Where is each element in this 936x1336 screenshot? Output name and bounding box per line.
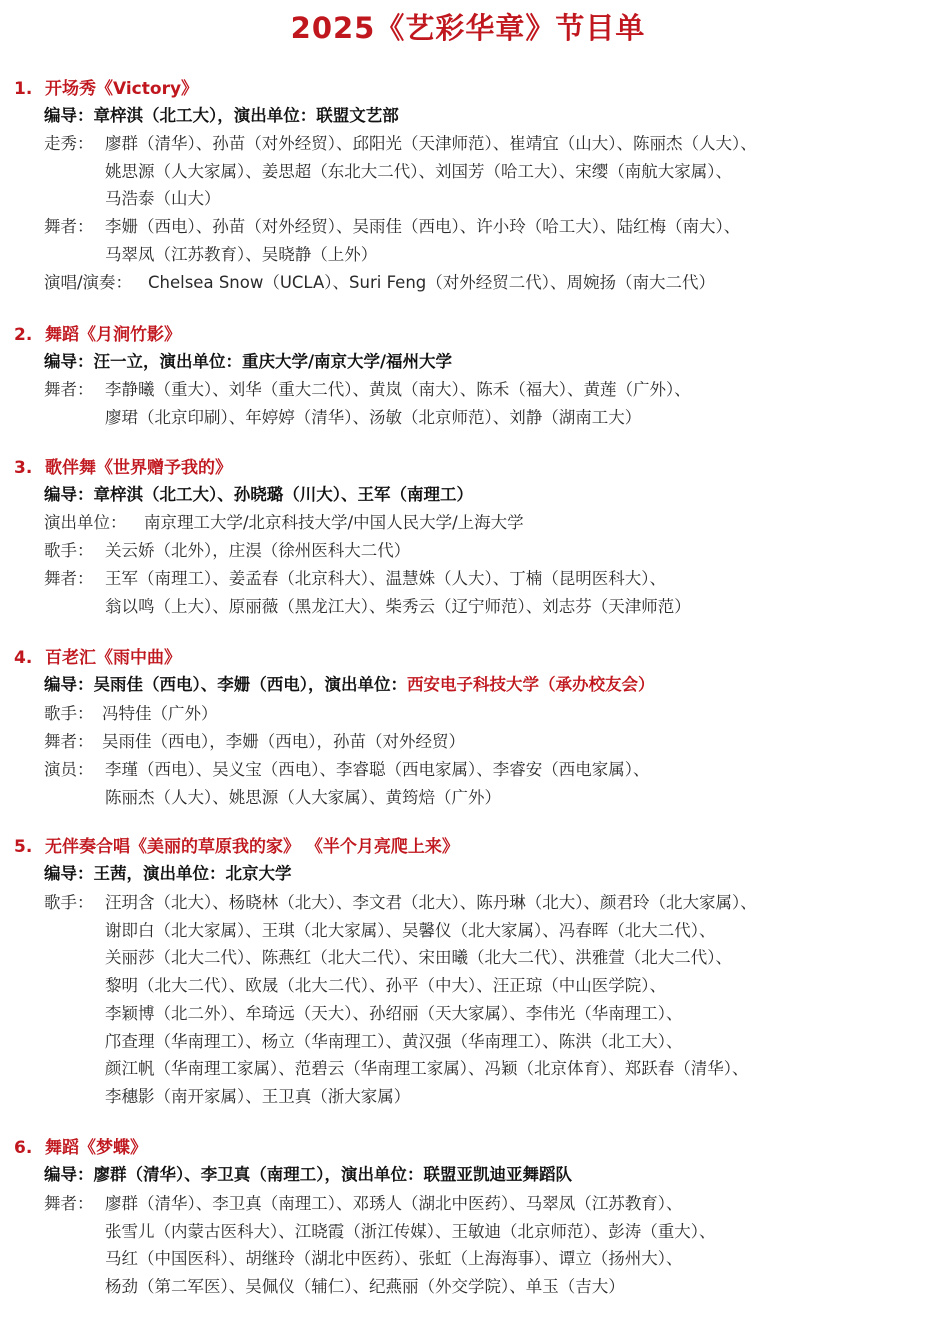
role-label: 走秀：	[44, 134, 94, 153]
director-text: 编导：王茜，演出单位：北京大学	[44, 864, 292, 883]
role-label: 舞者：	[44, 380, 94, 399]
host-unit-highlight: 西安电子科技大学（承办校友会）	[407, 675, 655, 694]
performer-line: 廖珺（北京印刷）、年婷婷（清华）、汤敏（北京师范）、刘静（湖南工大）	[105, 407, 642, 427]
director-line	[44, 350, 452, 374]
performer-line: 吴雨佳（西电），李姗（西电），孙苗（对外经贸）	[102, 732, 465, 751]
performer-line: 马浩泰（山大）	[105, 189, 221, 209]
director-line	[44, 862, 292, 886]
program-heading	[14, 646, 181, 670]
program-title: 百老汇《雨中曲》	[45, 648, 181, 668]
program-number: 3.	[14, 458, 33, 478]
director-line	[44, 483, 473, 507]
program-number: 1.	[14, 79, 33, 99]
performer-line: 马红（中国医科）、胡继玲（湖北中医药）、张虹（上海海事）、谭立（扬州大）、	[105, 1249, 683, 1269]
performer-line: 颜江帆（华南理工家属）、范碧云（华南理工家属）、冯颖（北京体育）、郑跃春（清华）、	[105, 1059, 749, 1079]
role-label: 演出单位：	[44, 513, 127, 532]
performer-line: 廖群（清华）、李卫真（南理工）、邓琇人（湖北中医药）、马翠凤（江苏教育）、	[105, 1194, 683, 1213]
performer-line: 王军（南理工）、姜孟春（北京科大）、温慧姝（人大）、丁楠（昆明医科大）、	[105, 569, 666, 588]
role-label: 歌手：	[44, 541, 94, 560]
director-line	[44, 673, 655, 697]
performer-line: 翁以鸣（上大）、原丽薇（黑龙江大）、柴秀云（辽宁师范）、刘志芬（天津师范）	[105, 596, 691, 616]
performer-line: 关丽莎（北大二代）、陈燕红（北大二代）、宋田曦（北大二代）、洪雅萱（北大二代）、	[105, 948, 732, 968]
program-heading	[14, 323, 181, 347]
performer-line: 黎明（北大二代）、欧晟（北大二代）、孙平（中大）、汪正琼（中山医学院）、	[105, 976, 666, 996]
performer-line: 杨劲（第二军医）、吴佩仪（辅仁）、纪燕丽（外交学院）、单玉（吉大）	[105, 1277, 625, 1297]
performer-line: 汪玥含（北大）、杨晓林（北大）、李文君（北大）、陈丹琳（北大）、颜君玲（北大家属）、	[105, 893, 757, 912]
performer-line: 马翠凤（江苏教育）、吴晓静（上外）	[105, 244, 378, 264]
page-title: 2025《艺彩华章》节目单	[290, 11, 646, 45]
performer-line: 张雪儿（内蒙古医科大）、江晓霞（浙江传媒）、王敏迪（北京师范）、彭涛（重大）、	[105, 1221, 716, 1241]
role-label: 演员：	[44, 760, 94, 779]
program-number: 2.	[14, 325, 33, 345]
program-title: 无伴奏合唱《美丽的草原我的家》 《半个月亮爬上来》	[45, 837, 459, 857]
performer-line: 廖群（清华）、孙苗（对外经贸）、邱阳光（天津师范）、崔靖宜（山大）、陈丽杰（人大）、	[105, 134, 757, 153]
role-label: 舞者：	[44, 732, 94, 751]
performer-line: 李瑾（西电）、吴义宝（西电）、李睿聪（西电家属）、李睿安（西电家属）、	[105, 760, 650, 779]
program-title: 歌伴舞《世界赠予我的》	[45, 458, 232, 478]
performer-line: 南京理工大学/北京科技大学/中国人民大学/上海大学	[144, 513, 524, 532]
performer-line: 邝查理（华南理工）、杨立（华南理工）、黄汉强（华南理工）、陈洪（北工大）、	[105, 1031, 683, 1051]
program-title: 舞蹈《梦蝶》	[45, 1138, 147, 1158]
role-label: 歌手：	[44, 893, 94, 912]
director-line	[44, 104, 399, 128]
performer-line: 李颖博（北二外）、牟琦远（天大）、孙绍丽（天大家属）、李伟光（华南理工）、	[105, 1003, 683, 1023]
program-title: 开场秀《Victory》	[45, 79, 199, 99]
director-text: 编导：章梓淇（北工大），演出单位：联盟文艺部	[44, 106, 399, 125]
performer-line: 冯特佳（广外）	[102, 704, 218, 723]
program-heading	[14, 77, 198, 101]
role-label: 舞者：	[44, 569, 94, 588]
program-number: 6.	[14, 1138, 33, 1158]
role-label: 歌手：	[44, 704, 94, 723]
program-heading	[14, 835, 459, 859]
performer-line: 李姗（西电）、孙苗（对外经贸）、吴雨佳（西电）、许小玲（哈工大）、陆红梅（南大）、	[105, 217, 741, 236]
performer-line: 李静曦（重大）、刘华（重大二代）、黄岚（南大）、陈禾（福大）、黄莲（广外）、	[105, 380, 691, 399]
director-text: 编导：章梓淇（北工大）、孙晓璐（川大）、王军（南理工）	[44, 485, 473, 504]
program-heading	[14, 456, 232, 480]
director-text: 编导：吴雨佳（西电）、李姗（西电），演出单位：	[44, 675, 407, 694]
role-label: 舞者：	[44, 1194, 94, 1213]
role-label: 演唱/演奏：	[44, 273, 133, 292]
program-heading	[14, 1136, 147, 1160]
program-number: 4.	[14, 648, 33, 668]
program-title: 舞蹈《月涧竹影》	[45, 325, 181, 345]
director-line	[44, 1163, 572, 1187]
performer-line: 姚思源（人大家属）、姜思超（东北大二代）、刘国芳（哈工大）、宋缨（南航大家属）、	[105, 161, 732, 181]
program-number: 5.	[14, 837, 33, 857]
director-text: 编导：汪一立，演出单位：重庆大学/南京大学/福州大学	[44, 352, 453, 371]
performer-line: 谢即白（北大家属）、王琪（北大家属）、吴馨仪（北大家属）、冯春晖（北大二代）、	[105, 920, 716, 940]
performer-line: 李穗影（南开家属）、王卫真（浙大家属）	[105, 1086, 411, 1106]
performer-line: Chelsea Snow（UCLA）、Suri Feng（对外经贸二代）、周婉扬（南大二代）	[148, 273, 716, 292]
performer-line: 关云娇（北外），庄淏（徐州医科大二代）	[105, 541, 411, 560]
performer-line: 陈丽杰（人大）、姚思源（人大家属）、黄筠焙（广外）	[105, 787, 501, 807]
director-text: 编导：廖群（清华）、李卫真（南理工），演出单位：联盟亚凯迪亚舞蹈队	[44, 1165, 572, 1184]
role-label: 舞者：	[44, 217, 94, 236]
